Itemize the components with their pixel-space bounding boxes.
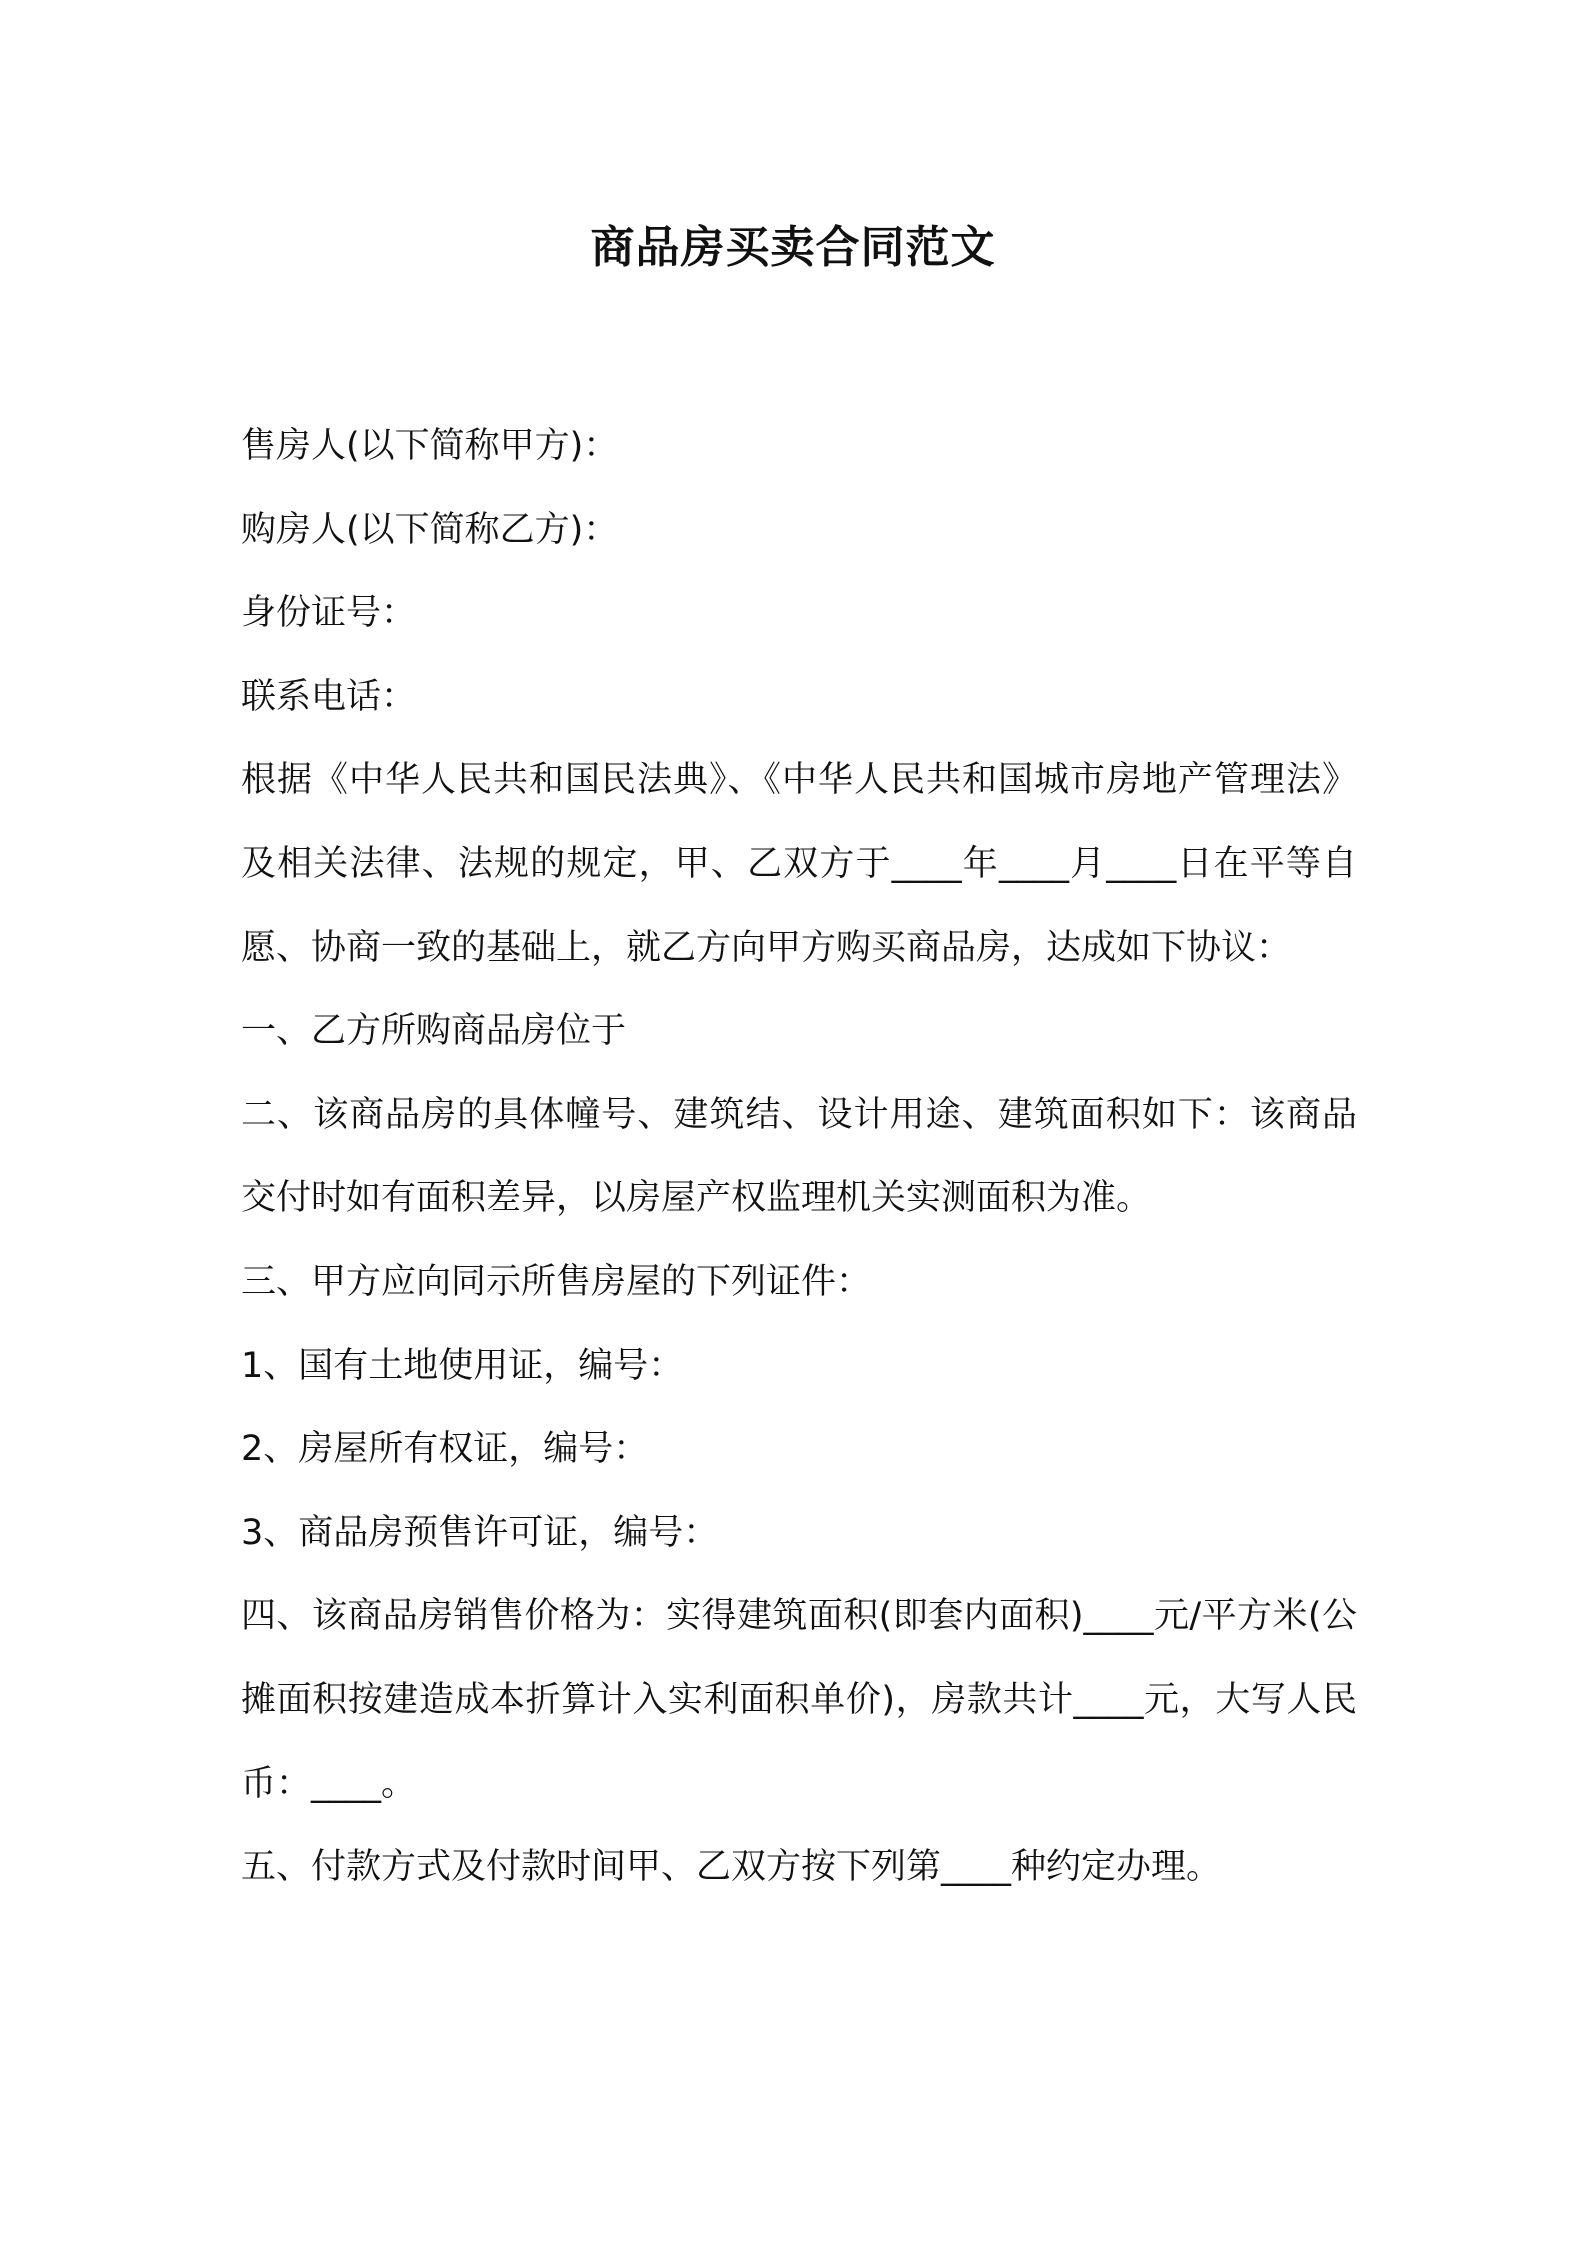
- certificate-1: 1、国有土地使用证，编号：: [241, 1345, 684, 1386]
- clause-4: 四、该商品房销售价格为：实得建筑面积(即套内面积)____元/平方米(公摊面积按建造成本折算计入实利面积单价)，房款共计____元，大写人民币：____。: [241, 1596, 1357, 1804]
- clause-3: 三、甲方应向同示所售房屋的下列证件：: [241, 1261, 872, 1302]
- id-number-line: 身份证号：: [241, 593, 417, 634]
- seller-line: 售房人(以下简称甲方)：: [241, 426, 619, 466]
- legal-basis-paragraph: 根据《中华人民共和国民法典》、《中华人民共和国城市房地产管理法》及相关法律、法规的规定，甲、乙双方于____年____月____日在平等自愿、协商一致的基础上，就乙方向甲方购买商品房，达成如下协议：: [241, 760, 1357, 968]
- clause-5: 五、付款方式及付款时间甲、乙双方按下列第____种约定办理。: [241, 1847, 1222, 1888]
- phone-line: 联系电话：: [241, 676, 417, 717]
- buyer-line: 购房人(以下简称乙方)：: [241, 509, 619, 550]
- certificate-3: 3、商品房预售许可证，编号：: [241, 1512, 719, 1553]
- clause-1: 一、乙方所购商品房位于: [241, 1011, 627, 1052]
- document-title: 商品房买卖合同范文: [590, 222, 996, 273]
- certificate-2: 2、房屋所有权证，编号：: [241, 1429, 649, 1470]
- document-body: [241, 405, 1357, 1910]
- clause-2: 二、该商品房的具体幢号、建筑结、设计用途、建筑面积如下：该商品交付时如有面积差异，以房屋产权监理机关实测面积为准。: [241, 1094, 1357, 1219]
